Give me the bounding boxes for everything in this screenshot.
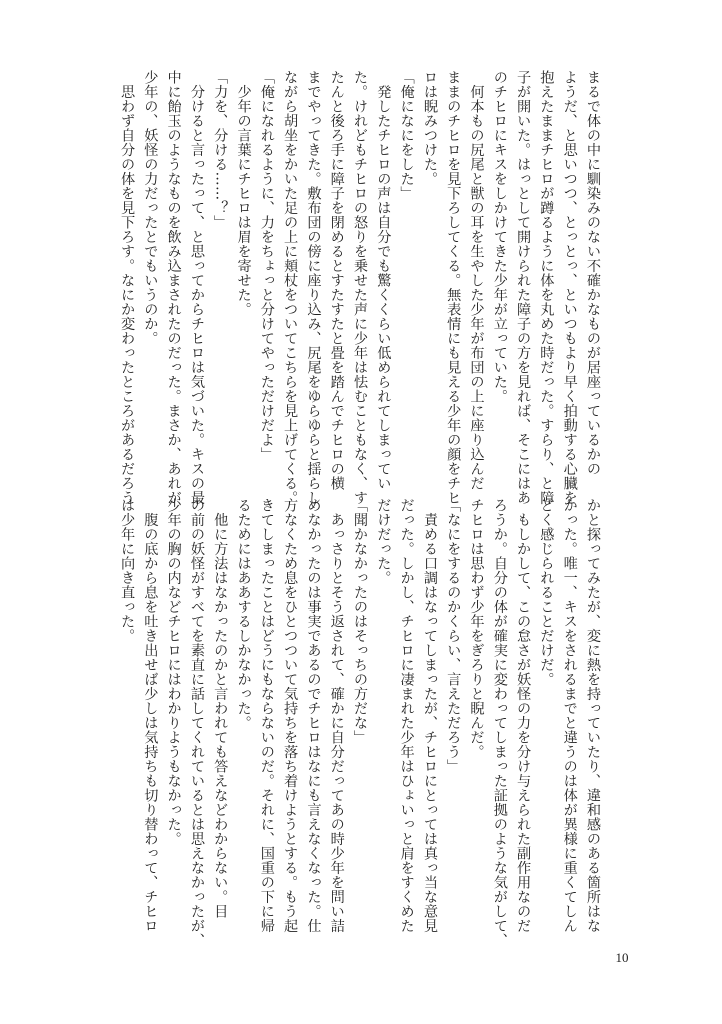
text-line: チヒロは思わず少年をぎろりと睨んだ。 (468, 498, 485, 759)
text-line: ようだ、と思いつつ、とっとっ、といつもより早く拍動する心臓を (561, 70, 578, 505)
text-line: もしかして、この怠さが妖怪の力を分け与えられた副作用なのだ (515, 498, 532, 933)
text-line: た。けれどもチヒロの怒りを乗せた声に少年は怯むこともなく、す (352, 70, 369, 505)
text-line: 子が開いた。はっとして開けられた障子の方を見れば、そこにはあ (515, 70, 532, 505)
text-line: ロは睨みつけた。 (421, 70, 438, 186)
text-line: 抱えたままチヒロが蹲るように体を丸めた時だった。すらり、と障 (538, 70, 555, 505)
text-line: 方なくため息をひとつついて気持ちを落ち着けようとする。もう起 (282, 498, 299, 933)
text-line: 「力を、分ける……？」 (212, 70, 229, 230)
text-line: まるで体の中に馴染みのない不確かなものが居座っているかの (585, 70, 601, 476)
text-line: 中に飴玉のようなものを飲み込まされたのだった。まさか、あれが (165, 70, 182, 505)
text-line: だった。しかし、チヒロに凄まれた少年はひょいっと肩をすくめた (398, 498, 415, 933)
text-line: 「俺になにをした」 (398, 70, 415, 201)
text-line: 何本もの尻尾と獣の耳を生やした少年が布団の上に座り込んだ (468, 70, 485, 491)
page-number: 10 (615, 950, 629, 965)
text-line: あっさりとそう返されて、確かに自分だってあの時少年を問い詰 (328, 498, 345, 933)
text-line: かと探ってみたが、変に熱を持っていたり、違和感のある箇所はな (585, 498, 601, 933)
text-line: 思わず自分の体を見下ろす。なにか変わったところがあるだろう (119, 70, 136, 505)
text-line: の前の妖怪がすべてを素直に話してくれているとは思えなかったが、 (188, 498, 205, 948)
text-line: 発したチヒロの声は自分でも驚くくらい低められてしまってい (375, 70, 392, 491)
text-line: までやってきた。敷布団の傍に座り込み、尻尾をゆらゆらと揺らし (305, 70, 322, 505)
text-line: ろうか。自分の体が確実に変わってしまった証拠のような気がして、 (491, 498, 508, 948)
text-line: どく感じられることだけだ。 (538, 498, 555, 687)
lower-text-block (119, 498, 604, 948)
text-line: ままのチヒロを見下ろしてくる。無表情にも見える少年の顔をチヒ (445, 70, 462, 505)
text-line: 腹の底から息を吐き出せば少しは気持ちも切り替わって、チヒロ (142, 498, 159, 933)
text-line: 「俺になれるように、力をちょっと分けてやっただけだよ」 (258, 70, 275, 462)
upper-text-block (119, 70, 604, 505)
text-line: めなかったのは事実であるのでチヒロはなにも言えなくなった。仕 (305, 498, 322, 933)
text-line: かった。唯一、キスをされるまでと違うのは体が異様に重くてしん (561, 498, 578, 933)
text-line: たんと後ろ手に障子を閉めるとすたすたと畳を踏んでチヒロの横 (328, 70, 345, 491)
text-line: 「なにをするのかくらい、言えただろう」 (445, 498, 462, 774)
text-line: るためにはああするしかなかった。 (235, 498, 252, 730)
text-line: だけだった。 (375, 498, 392, 585)
text-line: のチヒロにキスをしかけてきた少年が立っていた。 (491, 70, 508, 404)
text-line: 責める口調はなってしまったが、チヒロにとっては真っ当な意見 (421, 498, 438, 933)
text-line: 少年の言葉にチヒロは眉を寄せた。 (235, 70, 252, 317)
text-line: きてしまったことはどうにもならないのだ。それに、国重の下に帰 (258, 498, 275, 933)
text-line: 少年の、妖怪の力だったとでもいうのか。 (142, 70, 159, 346)
text-line: ながら胡坐をかいた足の上に頬杖をついてこちらを見上げてくる。 (282, 70, 299, 505)
text-line: 少年の胸の内などチヒロにはわかりようもなかった。 (165, 498, 182, 846)
text-line: は少年に向き直った。 (119, 498, 136, 643)
text-line: 他に方法はなかったのかと言われても答えなどわからない。目 (212, 498, 229, 919)
text-line: 分けると言ったって、と思ってからチヒロは気づいた。キスの最 (188, 70, 205, 505)
text-line: 「聞かなかったのはそっちの方だな」 (352, 498, 369, 745)
